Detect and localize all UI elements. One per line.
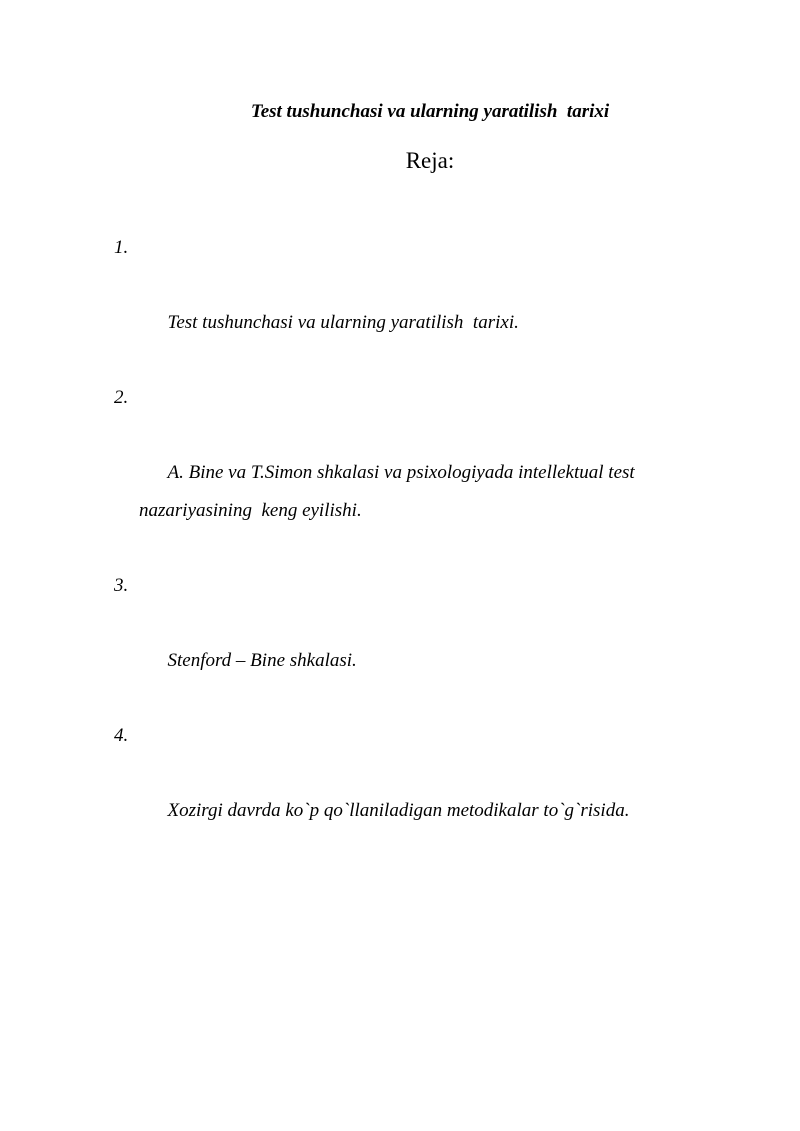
plan-list [114, 229, 714, 867]
plan-item-number: 2. [114, 387, 129, 408]
plan-item-number: 3. [114, 574, 129, 596]
plan-item-text: Stenford – Bine shkalasi. [167, 649, 357, 671]
plan-item [114, 229, 714, 379]
plan-item-text: Xozirgi davrda ko`p qo`llaniladigan metodikalar to`g`risida. [167, 799, 630, 821]
plan-item-number: 4. [114, 724, 129, 746]
plan-item [114, 717, 714, 867]
plan-item-number: 1. [114, 237, 129, 258]
plan-item [114, 567, 714, 717]
plan-item-text: Test tushunchasi va ularning yaratilish tarixi. [167, 312, 519, 333]
plan-heading: Reja: [405, 148, 455, 173]
plan-item [114, 379, 714, 567]
document-title: Test tushunchasi va ularning yaratilish tarixi [250, 101, 610, 122]
plan-item-text: A. Bine va T.Simon shkalasi va psixologiyada intellektual test nazariyasining keng eyilishi. [139, 462, 640, 521]
